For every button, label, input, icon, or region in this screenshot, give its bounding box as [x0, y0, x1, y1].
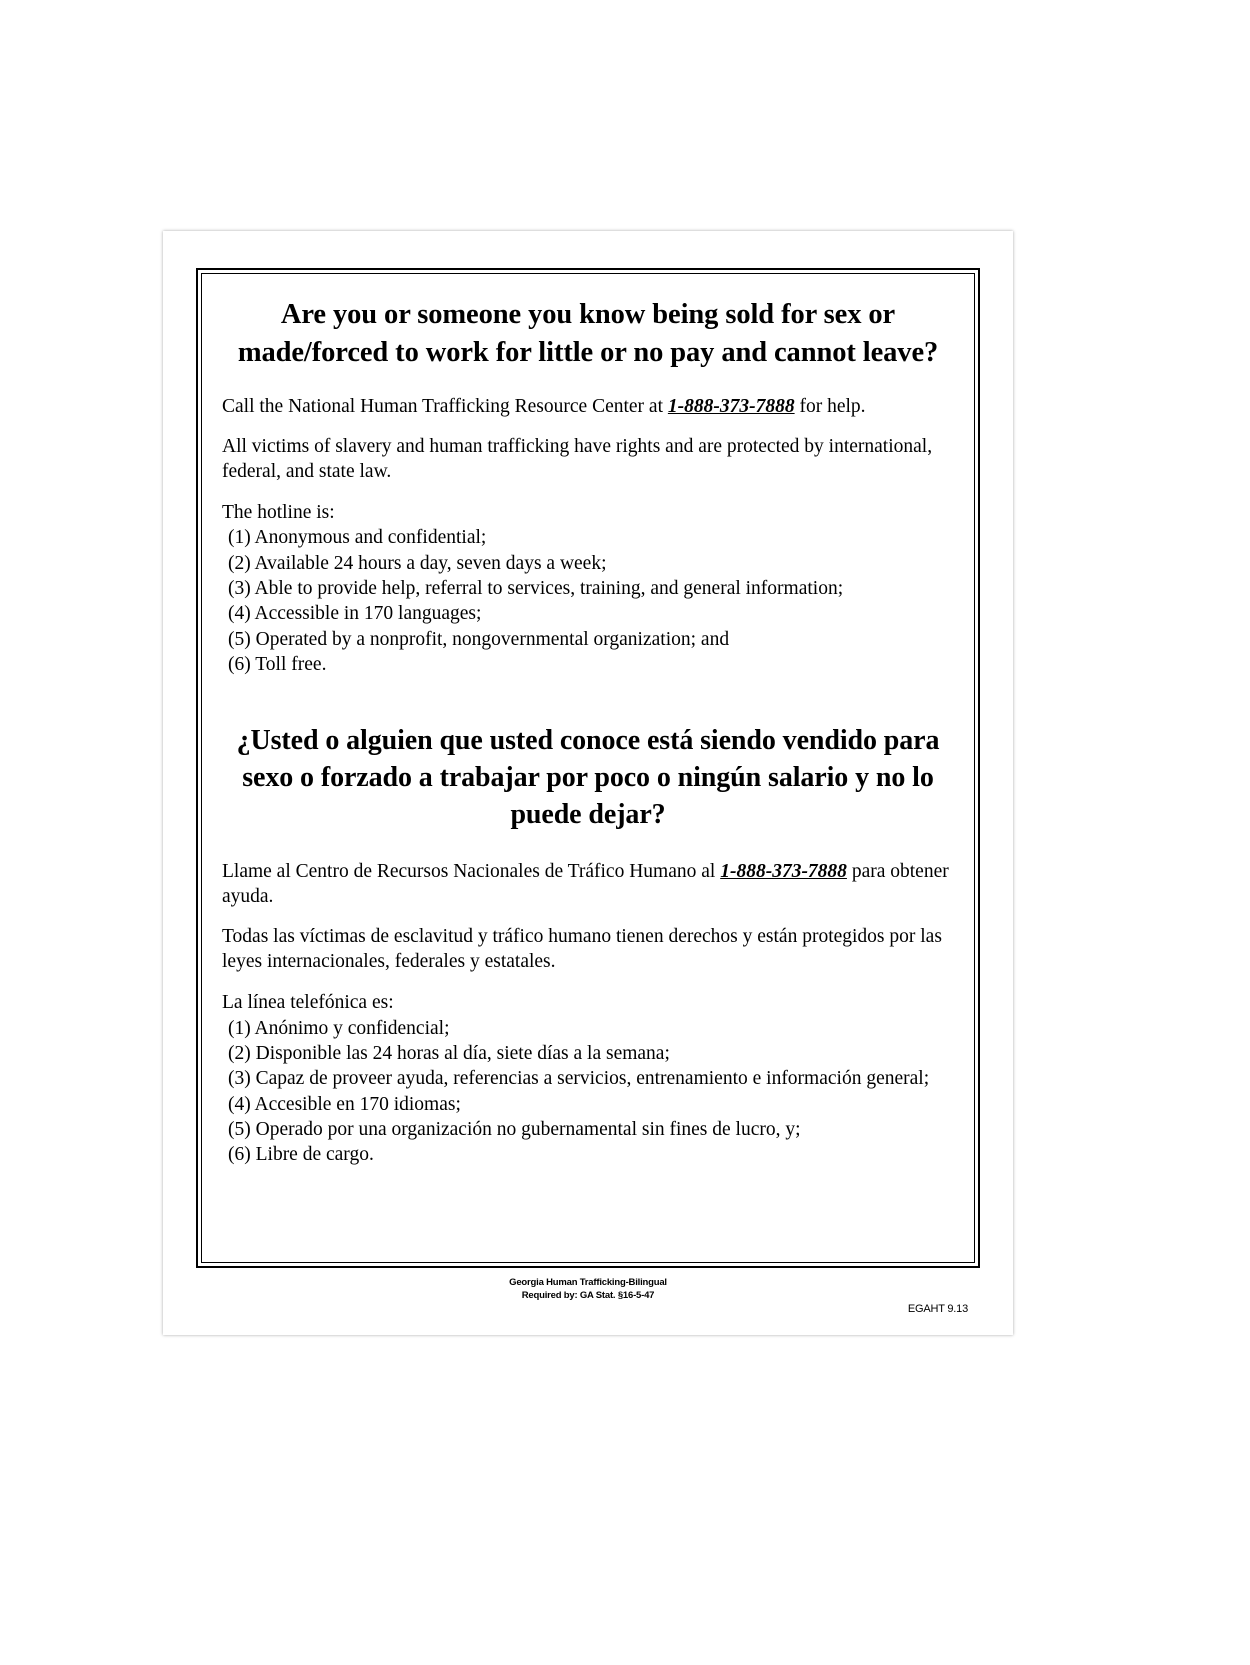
list-item: (3) Capaz de proveer ayuda, referencias a servicios, entrenamiento e información general;: [228, 1068, 930, 1090]
list-item: (5) Operated by a nonprofit, nongovernmental organization; and: [228, 628, 730, 650]
list-item: (2) Available 24 hours a day, seven days a week;: [228, 552, 607, 574]
list-item: (4) Accessible in 170 languages;: [228, 603, 482, 625]
spanish-hotline-list-block: [222, 990, 954, 1167]
spanish-call-suffix: para obtener ayuda.: [222, 861, 949, 908]
spanish-headline: ¿Usted o alguien que usted conoce está siendo vendido para sexo o forzado a trabajar por poco o ningún salario y no lo puede dejar?: [236, 725, 940, 831]
footer-title: Georgia Human Trafficking-Bilingual: [509, 1277, 667, 1288]
english-call-line: [222, 395, 954, 420]
english-rights-paragraph: All victims of slavery and human trafficking have rights and are protected by international, federal, and state law.: [222, 436, 933, 483]
spanish-call-line: [222, 860, 954, 910]
english-headline: Are you or someone you know being sold for sex or made/forced to work for little or no pay and cannot leave?: [237, 299, 939, 368]
footer-form-code: EGAHT 9.13: [907, 1303, 968, 1315]
spanish-hotline-list: [222, 1016, 954, 1168]
english-call-suffix: for help.: [794, 396, 866, 418]
english-hotline-list-block: [222, 500, 954, 677]
english-call-prefix: Call the National Human Trafficking Resource Center at: [222, 396, 668, 418]
list-item: (5) Operado por una organización no gubernamental sin fines de lucro, y;: [228, 1118, 801, 1140]
english-hotline-list: [222, 525, 954, 677]
english-hotline-number: 1-888-373-7888: [667, 396, 795, 418]
list-item: (1) Anónimo y confidencial;: [228, 1017, 450, 1039]
list-item: (1) Anonymous and confidential;: [228, 527, 487, 549]
spanish-list-intro: La línea telefónica es:: [222, 992, 394, 1014]
list-item: (6) Libre de cargo.: [228, 1144, 374, 1166]
poster-page: [163, 231, 1013, 1335]
list-item: (6) Toll free.: [228, 654, 327, 676]
english-list-intro: The hotline is:: [222, 502, 335, 524]
poster-outer-border: [196, 268, 980, 1268]
list-item: (3) Able to provide help, referral to services, training, and general information;: [228, 578, 844, 600]
spanish-hotline-number: 1-888-373-7888: [720, 861, 847, 883]
spanish-call-prefix: Llame al Centro de Recursos Nacionales de Tráfico Humano al: [222, 861, 721, 883]
poster-inner-border: [201, 273, 975, 1263]
list-item: (2) Disponible las 24 horas al día, siete días a la semana;: [228, 1042, 670, 1064]
footer-required-by: Required by: GA Stat. §16-5-47: [521, 1289, 655, 1301]
poster-footer: [196, 1277, 980, 1323]
list-item: (4) Accesible en 170 idiomas;: [228, 1093, 461, 1115]
spanish-rights-paragraph: Todas las víctimas de esclavitud y tráfico humano tienen derechos y están protegidos por las leyes internacionales, federales y estatales.: [222, 926, 942, 973]
